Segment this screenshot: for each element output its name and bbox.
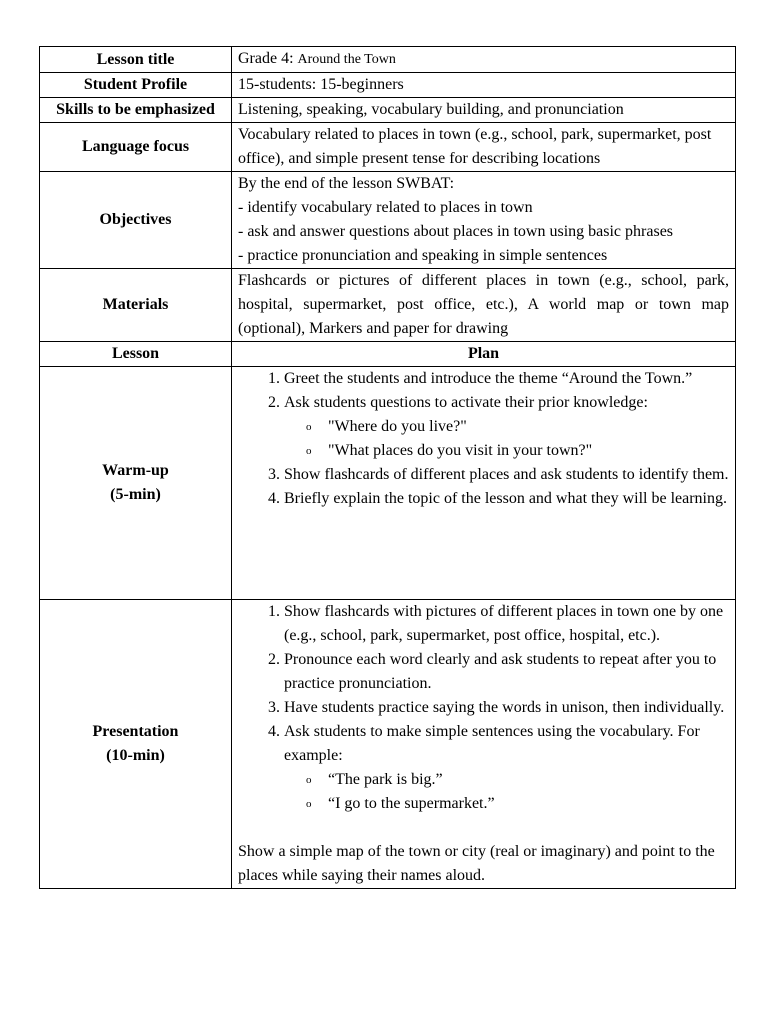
- sub-list-item: [306, 768, 729, 792]
- warmup-plan: [232, 367, 736, 600]
- student-profile-value: 15-students: 15-beginners: [232, 73, 736, 98]
- step-text: Ask students to make simple sentences using the vocabulary. For example:: [284, 723, 700, 764]
- objectives-label: Objectives: [40, 172, 232, 269]
- warmup-name: Warm-up: [102, 462, 169, 479]
- circle-bullet-icon: o: [306, 798, 312, 810]
- circle-bullet-icon: o: [306, 421, 312, 433]
- presentation-plan: [232, 600, 736, 889]
- objectives-line: By the end of the lesson SWBAT:: [238, 175, 455, 192]
- lesson-title-text: Around the Town: [297, 52, 396, 67]
- plan-column-header: Plan: [232, 342, 736, 367]
- list-item: 1. Greet the students and introduce the theme “Around the Town.”: [284, 367, 729, 391]
- warmup-label: [40, 367, 232, 600]
- sub-item-text: "What places do you visit in your town?": [328, 442, 593, 459]
- row-materials: [40, 269, 736, 342]
- row-warmup: [40, 367, 736, 600]
- list-item: [284, 720, 729, 816]
- list-item: 3. Have students practice saying the words in unison, then individually.: [284, 696, 729, 720]
- row-plan-header: [40, 342, 736, 367]
- sub-item-text: "Where do you live?": [328, 418, 467, 435]
- presentation-sub-list: [284, 768, 729, 816]
- warmup-sub-list: [284, 415, 729, 463]
- language-focus-value: Vocabulary related to places in town (e.g., school, park, supermarket, post office), and simple present tense for describing locations: [232, 123, 736, 172]
- materials-label: Materials: [40, 269, 232, 342]
- sub-list-item: [306, 439, 729, 463]
- list-item: 2. Pronounce each word clearly and ask students to repeat after you to practice pronunciation.: [284, 648, 729, 696]
- list-item: [284, 391, 729, 463]
- presentation-name: Presentation: [92, 723, 179, 740]
- list-item: 4. Briefly explain the topic of the lesson and what they will be learning.: [284, 487, 729, 511]
- presentation-note: Show a simple map of the town or city (real or imaginary) and point to the places while saying their names aloud.: [238, 843, 715, 884]
- warmup-duration: (5-min): [110, 486, 161, 503]
- row-skills: [40, 98, 736, 123]
- presentation-steps: [238, 600, 729, 816]
- lesson-title-prefix: Grade 4:: [238, 50, 294, 67]
- lesson-plan-table: [39, 46, 736, 889]
- objectives-line: - identify vocabulary related to places in town: [238, 199, 533, 216]
- row-student-profile: [40, 73, 736, 98]
- lesson-title-value: [232, 47, 736, 73]
- objectives-line: - practice pronunciation and speaking in simple sentences: [238, 247, 608, 264]
- step-text: Ask students questions to activate their prior knowledge:: [284, 394, 648, 411]
- sub-list-item: [306, 415, 729, 439]
- list-item: 3. Show flashcards of different places and ask students to identify them.: [284, 463, 729, 487]
- skills-value: Listening, speaking, vocabulary building, and pronunciation: [232, 98, 736, 123]
- language-focus-label: Language focus: [40, 123, 232, 172]
- warmup-steps: [238, 367, 729, 511]
- presentation-duration: (10-min): [106, 747, 165, 764]
- sub-item-text: “I go to the supermarket.”: [328, 795, 495, 812]
- row-lesson-title: [40, 47, 736, 73]
- objectives-value: [232, 172, 736, 269]
- row-objectives: [40, 172, 736, 269]
- row-presentation: [40, 600, 736, 889]
- row-language-focus: [40, 123, 736, 172]
- lesson-title-label: Lesson title: [40, 47, 232, 73]
- materials-value: Flashcards or pictures of different places in town (e.g., school, park, hospital, supermarket, post office, etc.), A world map or town map (optional), Markers and paper for drawing: [232, 269, 736, 342]
- lesson-column-header: Lesson: [40, 342, 232, 367]
- list-item: 1. Show flashcards with pictures of different places in town one by one (e.g., school, park, supermarket, post office, hospital, etc.).: [284, 600, 729, 648]
- objectives-line: - ask and answer questions about places in town using basic phrases: [238, 223, 674, 240]
- sub-item-text: “The park is big.”: [328, 771, 443, 788]
- sub-list-item: [306, 792, 729, 816]
- student-profile-label: Student Profile: [40, 73, 232, 98]
- skills-label: Skills to be emphasized: [40, 98, 232, 123]
- circle-bullet-icon: o: [306, 445, 312, 457]
- presentation-label: [40, 600, 232, 889]
- circle-bullet-icon: o: [306, 774, 312, 786]
